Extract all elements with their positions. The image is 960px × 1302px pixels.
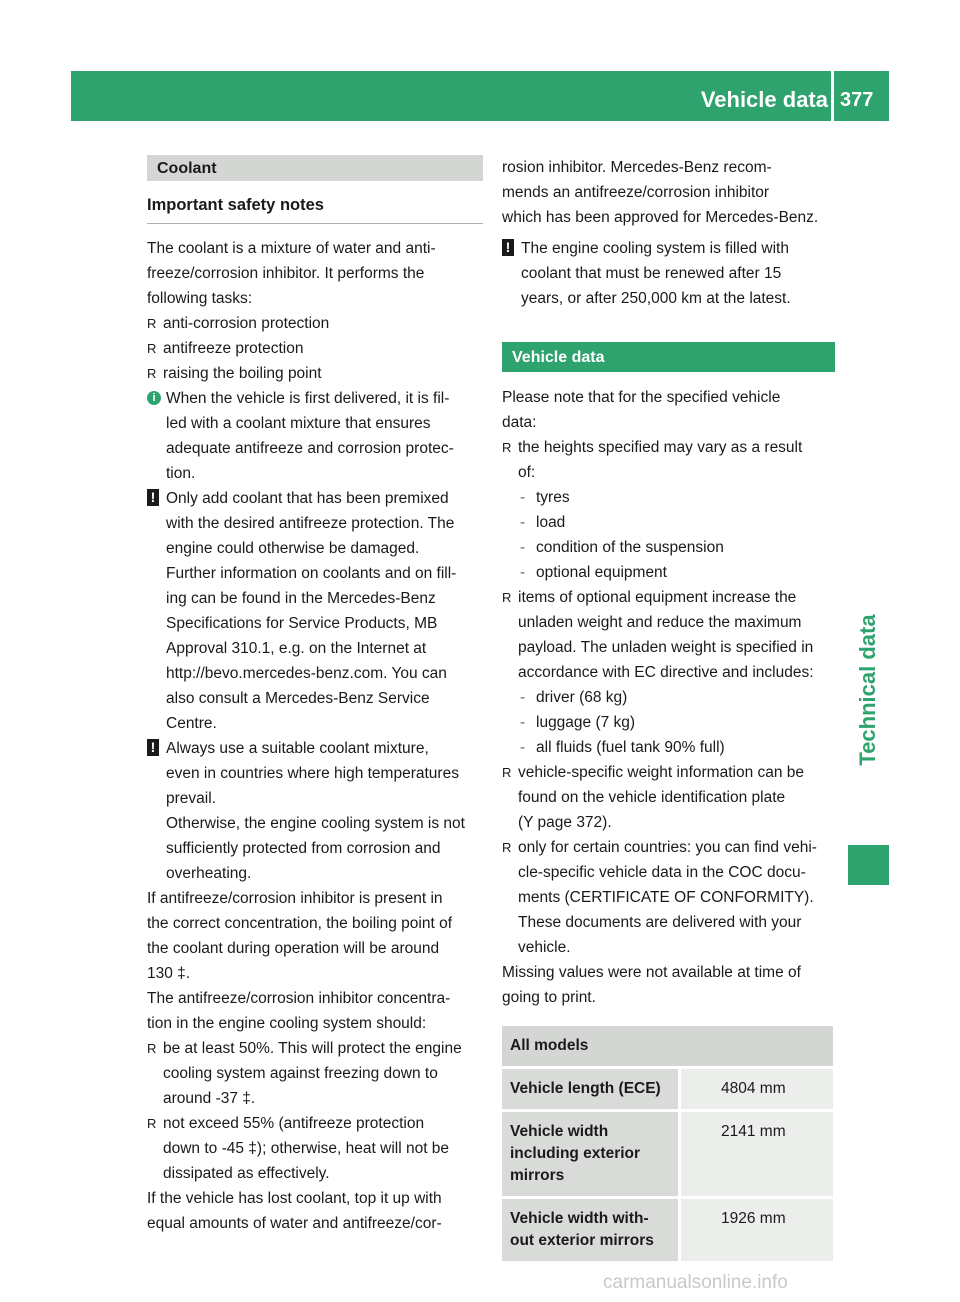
list-item: R be at least 50%. This will protect the engine cooling system against freezing down to around -37 ‡. (147, 1036, 483, 1111)
side-tab-marker (848, 845, 889, 885)
running-header-title: Vehicle data (700, 87, 828, 112)
intro-paragraph: The coolant is a mixture of water and anti- freeze/corrosion inhibitor. It performs the following tasks: (147, 240, 436, 307)
concentration-paragraph: The antifreeze/corrosion inhibitor concentra- tion in the engine cooling system should: (147, 990, 451, 1032)
warning-note: ! Only add coolant that has been premixed with the desired antifreeze protection. The engine could otherwise be damaged. Further information on coolants and on fill- ing can be found in the Mercedes-Benz Specifications for Service Products, MB Approval 310.1, e.g. on the Internet at http://bevo.mercedes-benz.com. You can also consult a Mercedes-Benz Service Centre. (147, 486, 483, 736)
table-row (502, 1066, 833, 1109)
sub-list-item: - driver (68 kg) (502, 685, 835, 710)
warning-note: ! Always use a suitable coolant mixture, even in countries where high temperatures prevail. Otherwise, the engine cooling system is not sufficiently protected from corrosion and overheating. (147, 736, 483, 886)
table-cell-value: 1926 mm (678, 1196, 833, 1261)
watermark: carmanualsonline.info (603, 1272, 788, 1293)
table-row (502, 1196, 833, 1261)
left-column (147, 155, 483, 1236)
sub-list-item: - all fluids (fuel tank 90% full) (502, 735, 835, 760)
sub-list-item: - tyres (502, 485, 835, 510)
continued-paragraph: rosion inhibitor. Mercedes-Benz recom- mends an antifreeze/corrosion inhibitor which has been approved for Mercedes-Benz. (502, 159, 819, 226)
warning-icon: ! (147, 489, 159, 506)
sub-list-item: - optional equipment (502, 560, 835, 585)
info-icon: i (147, 391, 161, 405)
note-intro: Please note that for the specified vehicle data: (502, 389, 781, 431)
table-cell-label: Vehicle length (ECE) (502, 1066, 678, 1109)
list-item: R anti-corrosion protection (147, 311, 483, 336)
section-title-vehicle-data: Vehicle data (502, 342, 835, 372)
lost-coolant-paragraph: If the vehicle has lost coolant, top it up with equal amounts of water and antifreeze/cor- (147, 1190, 442, 1232)
header-separator (831, 71, 834, 121)
table-cell-value: 2141 mm (678, 1109, 833, 1196)
table-cell-label: Vehicle width including exterior mirrors (502, 1109, 678, 1196)
sub-list-item: - load (502, 510, 835, 535)
table-cell-label: Vehicle width with-out exterior mirrors (502, 1196, 678, 1261)
table-row (502, 1109, 833, 1196)
subheading-safety-notes: Important safety notes (147, 193, 483, 224)
warning-note: ! The engine cooling system is filled with coolant that must be renewed after 15 years, or after 250,000 km at the latest. (502, 236, 835, 311)
list-item: R raising the boiling point (147, 361, 483, 386)
list-item: R only for certain countries: you can find vehi- cle-specific vehicle data in the COC docu- ments (CERTIFICATE OF CONFORMITY). These documents are delivered with your vehicle. (502, 835, 835, 960)
page-number: 377 (840, 89, 874, 111)
sub-list-item: - luggage (7 kg) (502, 710, 835, 735)
sub-list-item: - condition of the suspension (502, 535, 835, 560)
warning-icon: ! (147, 739, 159, 756)
list-item: R antifreeze protection (147, 336, 483, 361)
list-item: R not exceed 55% (antifreeze protection down to -45 ‡); otherwise, heat will not be dissipated as effectively. (147, 1111, 483, 1186)
page-reference-link[interactable]: (Y page 372). (518, 814, 612, 831)
warning-icon: ! (502, 239, 514, 256)
table-header: All models (502, 1026, 833, 1066)
boiling-point-paragraph: If antifreeze/corrosion inhibitor is present in the correct concentration, the boiling point of the coolant during operation will be around 130 ‡. (147, 890, 453, 982)
section-title-coolant: Coolant (147, 155, 483, 181)
list-item: R items of optional equipment increase the unladen weight and reduce the maximum payload. The unladen weight is specified in accordance with EC directive and includes: (502, 585, 835, 685)
vehicle-dimensions-table (502, 1026, 833, 1261)
side-tab-label: Technical data (855, 614, 880, 766)
info-note: i When the vehicle is first delivered, it is fil- led with a coolant mixture that ensures adequate antifreeze and corrosion protec- tion. (147, 386, 483, 486)
list-item: R vehicle-specific weight information can be found on the vehicle identification plate (Y page 372). (502, 760, 835, 835)
table-cell-value: 4804 mm (678, 1066, 833, 1109)
right-column (502, 155, 835, 1261)
missing-values-paragraph: Missing values were not available at time of going to print. (502, 964, 801, 1006)
list-item: R the heights specified may vary as a result of: (502, 435, 835, 485)
